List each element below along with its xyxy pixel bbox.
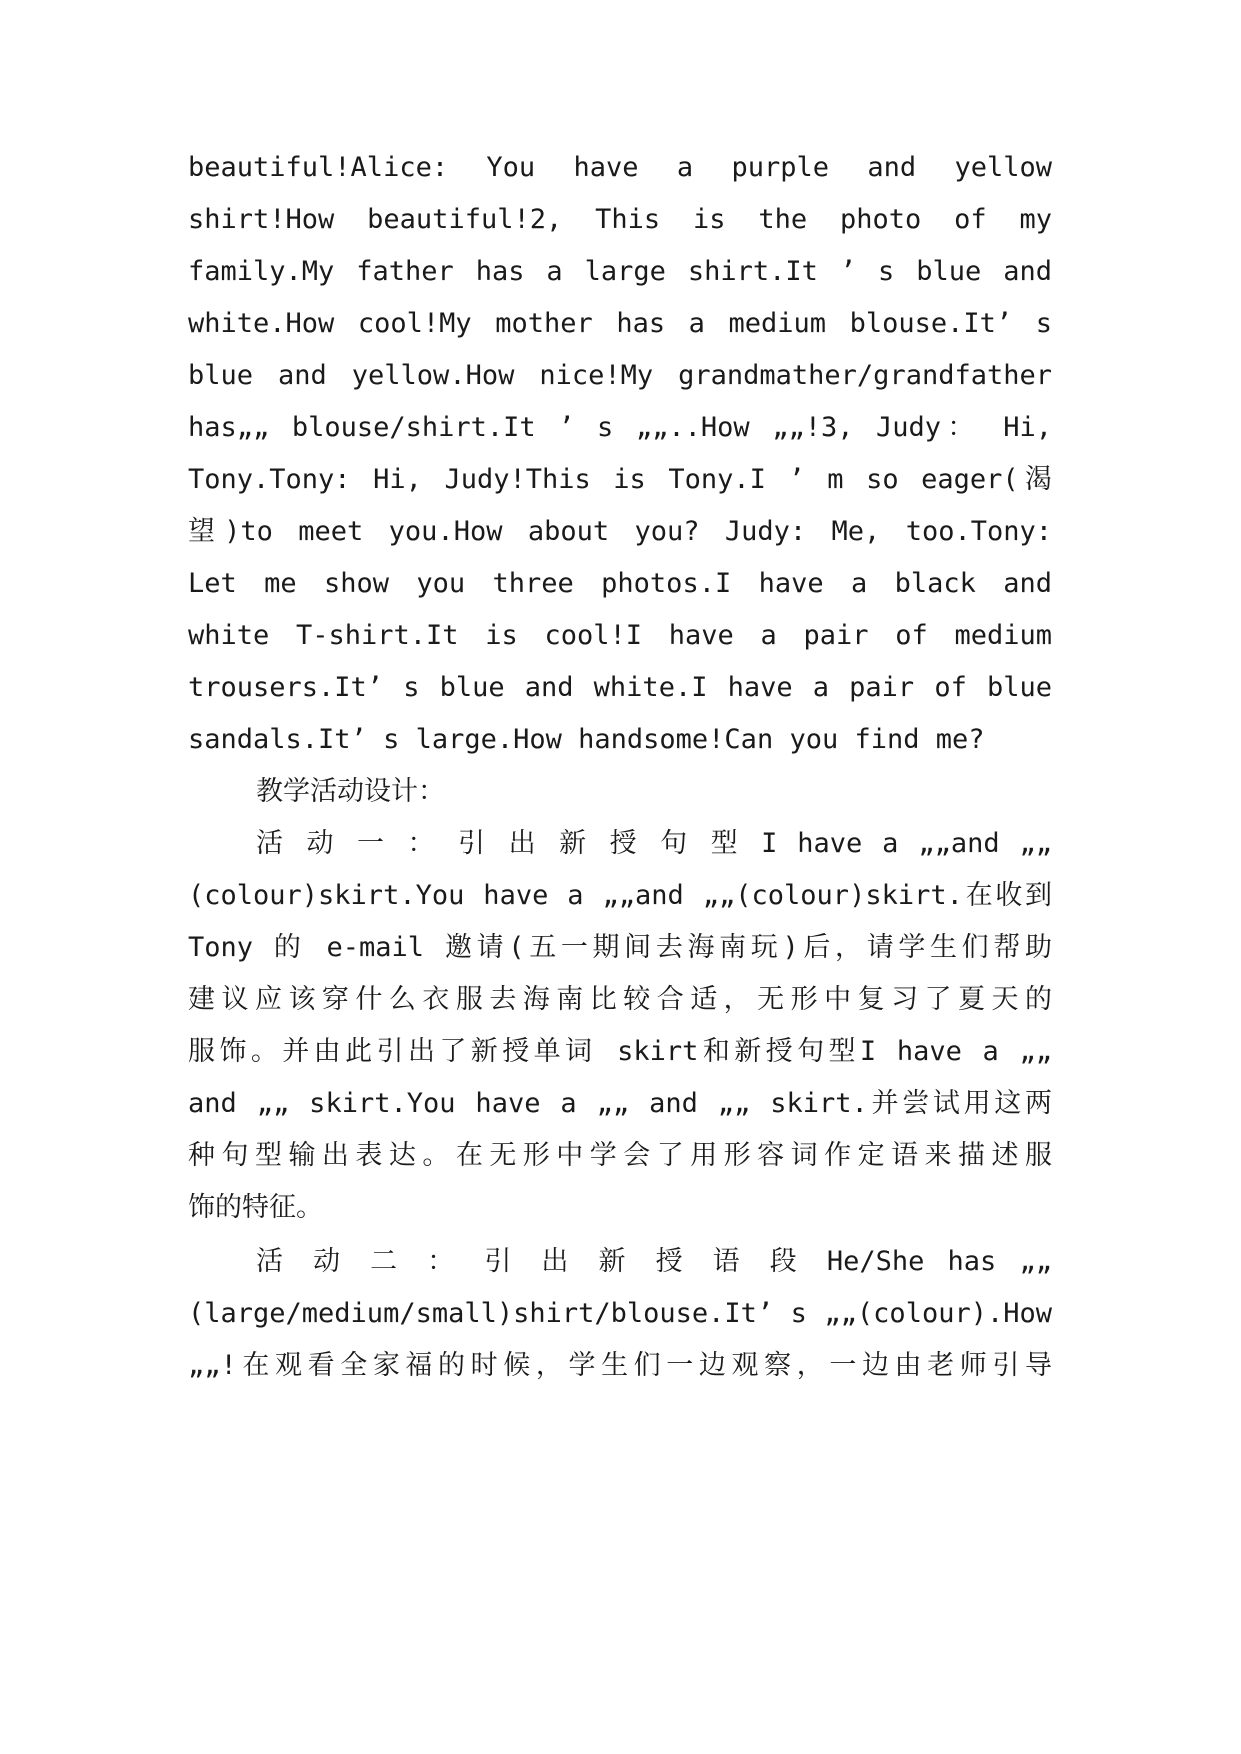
text-line: 望)to meet you.How about you? Judy: Me, too.Tony: xyxy=(188,516,1052,547)
text-line: 服饰。并由此引出了新授单词 skirt和新授句型I have a „„ xyxy=(188,1036,1052,1067)
text-line: has„„ blouse/shirt.It ’ s „„..How „„!3, Judy： Hi, xyxy=(188,412,1052,443)
section-heading: 教学活动设计： xyxy=(256,776,445,807)
text-line: 种句型输出表达。在无形中学会了用形容词作定语来描述服 xyxy=(188,1140,1052,1171)
activity-one-line: 活 动 一 ： 引 出 新 授 句 型 I have a „„and „„ xyxy=(256,828,1052,859)
text-line: Let me show you three photos.I have a black and xyxy=(188,568,1052,599)
text-line: beautiful!Alice: You have a purple and yellow xyxy=(188,152,1052,183)
text-line: family.My father has a large shirt.It ’ s blue and xyxy=(188,256,1052,287)
text-line: (large/medium/small)shirt/blouse.It’ s „„(colour).How xyxy=(188,1298,1052,1329)
text-line: trousers.It’ s blue and white.I have a pair of blue xyxy=(188,672,1052,703)
text-line: Tony 的 e-mail 邀请(五一期间去海南玩)后，请学生们帮助 xyxy=(188,932,1052,963)
text-line: (colour)skirt.You have a „„and „„(colour)skirt.在收到 xyxy=(188,880,1052,911)
text-line: 饰的特征。 xyxy=(188,1192,323,1223)
text-line: shirt!How beautiful!2, This is the photo of my xyxy=(188,204,1052,235)
text-line: sandals.It’ s large.How handsome!Can you find me? xyxy=(188,724,985,755)
text-line: white T-shirt.It is cool!I have a pair of medium xyxy=(188,620,1052,651)
text-line: 建议应该穿什么衣服去海南比较合适，无形中复习了夏天的 xyxy=(188,984,1052,1015)
text-line: Tony.Tony: Hi, Judy!This is Tony.I ’ m so eager(渴 xyxy=(188,464,1052,495)
text-line: white.How cool!My mother has a medium blouse.It’ s xyxy=(188,308,1052,339)
text-line: „„!在观看全家福的时候，学生们一边观察，一边由老师引导 xyxy=(188,1350,1052,1381)
text-line: blue and yellow.How nice!My grandmather/grandfather xyxy=(188,360,1052,391)
text-line: and „„ skirt.You have a „„ and „„ skirt.并尝试用这两 xyxy=(188,1088,1052,1119)
activity-two-line: 活 动 二 ： 引 出 新 授 语 段 He/She has „„ xyxy=(256,1246,1052,1277)
